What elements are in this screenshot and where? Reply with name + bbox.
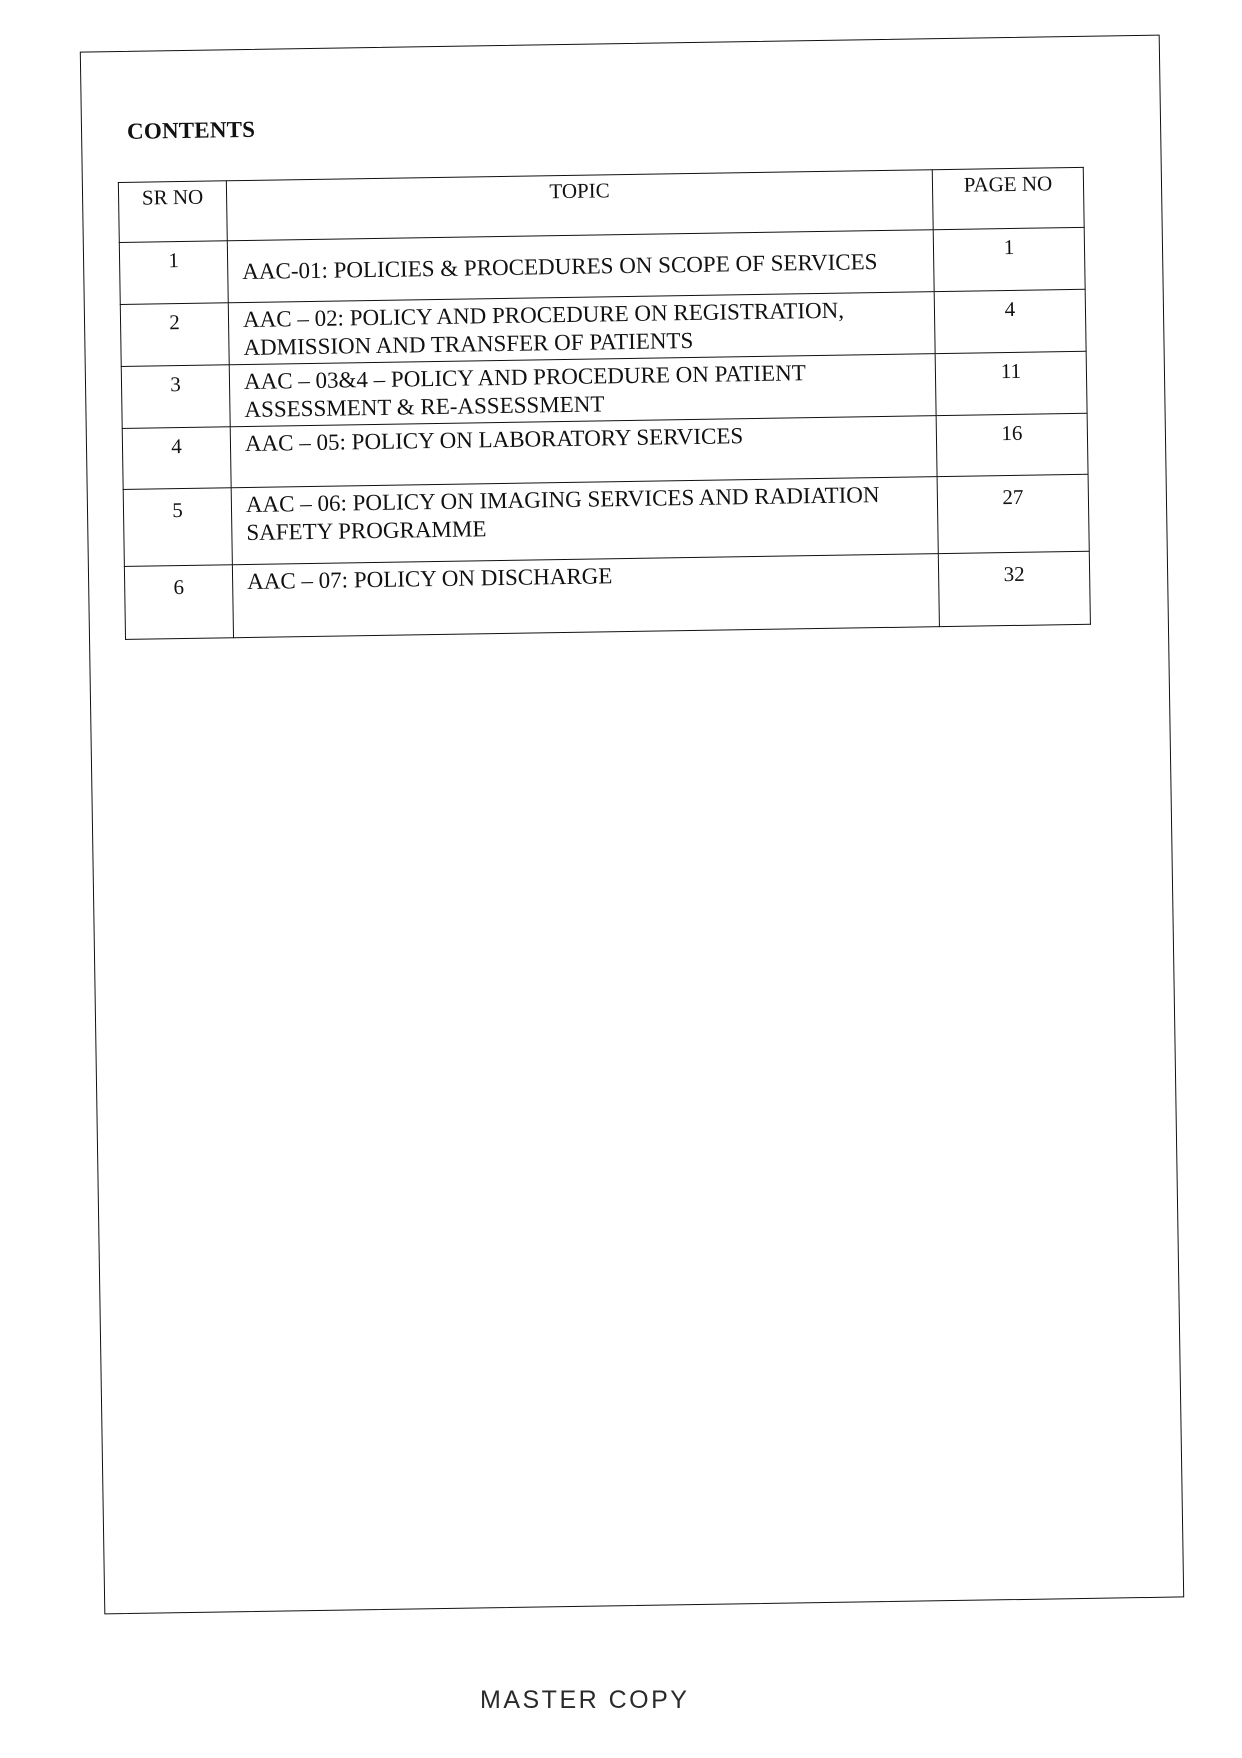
page-border-frame	[80, 35, 1184, 1615]
contents-table	[118, 167, 1091, 640]
sr-no-cell: 4	[122, 427, 231, 490]
topic-cell	[228, 292, 935, 365]
sr-no-cell: 2	[120, 303, 229, 367]
topic-cell	[230, 416, 937, 488]
master-copy-stamp: MASTER COPY	[480, 1686, 690, 1714]
page-no-cell: 11	[935, 351, 1087, 415]
topic-line: AAC – 03&4 – POLICY AND PROCEDURE ON PATIENT	[243, 360, 806, 395]
contents-heading: CONTENTS	[126, 116, 256, 144]
col-header-topic: TOPIC	[226, 170, 933, 241]
topic-cell	[229, 354, 936, 427]
topic-line: AAC – 05: POLICY ON LABORATORY SERVICES	[244, 423, 744, 457]
sr-no-cell: 6	[124, 565, 233, 640]
page-no-cell: 16	[936, 413, 1088, 476]
topic-line: ADMISSION AND TRANSFER OF PATIENTS	[243, 327, 694, 361]
topic-cell	[232, 554, 939, 638]
topic-line: AAC – 02: POLICY AND PROCEDURE ON REGISTRATION,	[242, 297, 845, 333]
page-no-cell: 32	[938, 551, 1090, 626]
page-no-cell: 4	[934, 289, 1086, 353]
col-header-page-no: PAGE NO	[932, 167, 1084, 229]
page-no-cell: 27	[937, 474, 1089, 553]
topic-line: AAC – 07: POLICY ON DISCHARGE	[246, 563, 613, 595]
topic-line: AAC-01: POLICIES & PROCEDURES ON SCOPE OF SERVICES	[242, 249, 878, 285]
table-row	[124, 551, 1090, 639]
topic-line: ASSESSMENT & RE-ASSESSMENT	[244, 391, 605, 423]
sr-no-cell: 3	[121, 365, 230, 429]
topic-cell	[227, 230, 934, 303]
col-header-sr-no: SR NO	[118, 181, 227, 243]
topic-line: SAFETY PROGRAMME	[246, 516, 487, 546]
page-no-cell: 1	[933, 227, 1085, 291]
topic-line: AAC – 06: POLICY ON IMAGING SERVICES AND RADIATION	[245, 482, 880, 518]
sr-no-cell: 1	[119, 241, 228, 305]
sr-no-cell: 5	[123, 488, 232, 567]
topic-cell	[231, 477, 938, 565]
